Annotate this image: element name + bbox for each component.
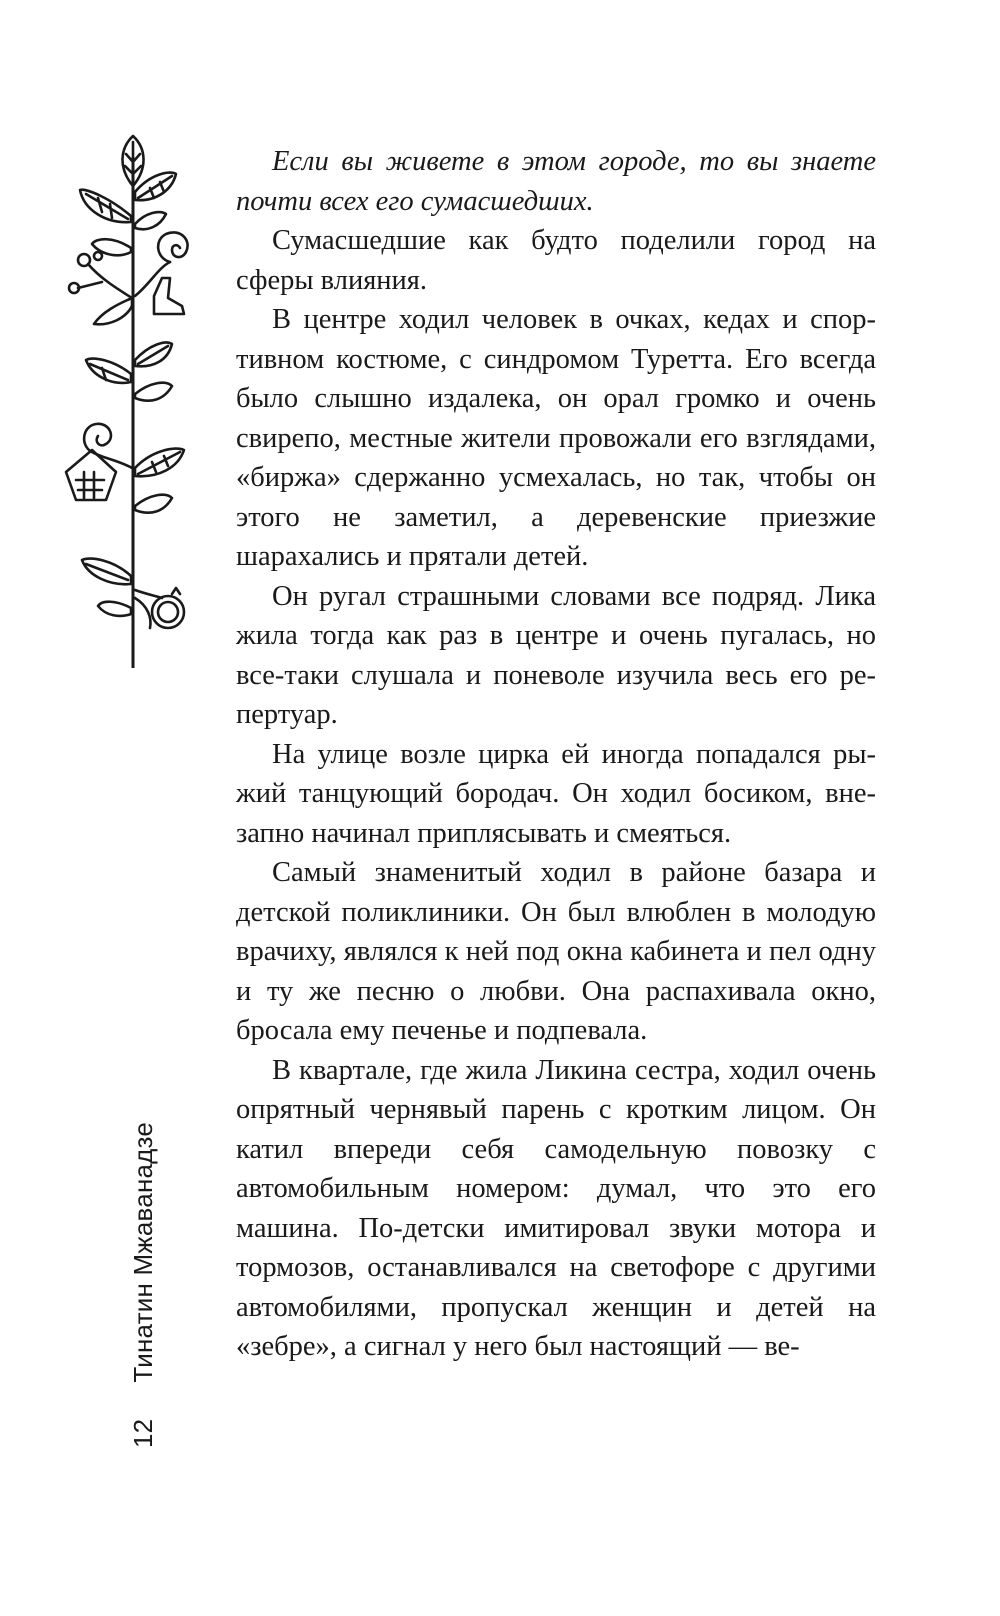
epigraph: Если вы живете в этом городе, то вы знаете почти всех его сумасшедших. bbox=[236, 146, 876, 217]
paragraph: Самый знаменитый ходил в районе базара и детской поликлиники. Он был влюблен в молодую врачиху, являлся к ней под окна кабинета и пел одну и ту же песню о любви. Она распахивала окно, бросала ему печенье и подпевала. bbox=[236, 857, 876, 1046]
paragraph: Он ругал страшными словами все подряд. Лика жила тогда как раз в центре и очень пугалась, но все-таки слушала и поневоле изучила весь его репертуар. bbox=[236, 580, 876, 730]
running-head bbox=[128, 1122, 159, 1448]
paragraph: На улице возле цирка ей иногда попадался рыжий танцующий бородач. Он ходил босиком, внезапно начинал приплясывать и смеяться. bbox=[236, 738, 876, 849]
paragraph: В квартале, где жила Ликина сестра, ходил очень опрятный чернявый парень с кротким лицом. Он катил впереди себя самодельную повозку с автомобильным номером: думал, что это его машина. По-детски имитировал звуки мотора и тормозов, останавливался на светофоре с другими автомобилями, пропускал женщин и детей на «зебре», а сигнал у него был настоящий — ве- bbox=[236, 1054, 876, 1362]
paragraph: В центре ходил человек в очках, кедах и спортивном костюме, с синдромом Туретта. Его всегда было слышно издалека, он орал громко и очень свирепо, местные жители провожали его взглядами, «биржа» сдержанно усмехалась, но так, чтобы он этого не заметил, а деревенские приезжие шарахались и прятали детей. bbox=[236, 304, 876, 572]
page-number: 12 bbox=[128, 1418, 158, 1448]
page-body bbox=[236, 142, 876, 1367]
plant-ornament-icon bbox=[58, 128, 208, 668]
paragraph: Сумасшедшие как будто поделили город на сферы влияния. bbox=[236, 225, 876, 296]
author-name: Тинатин Мжаванадзе bbox=[128, 1121, 158, 1383]
